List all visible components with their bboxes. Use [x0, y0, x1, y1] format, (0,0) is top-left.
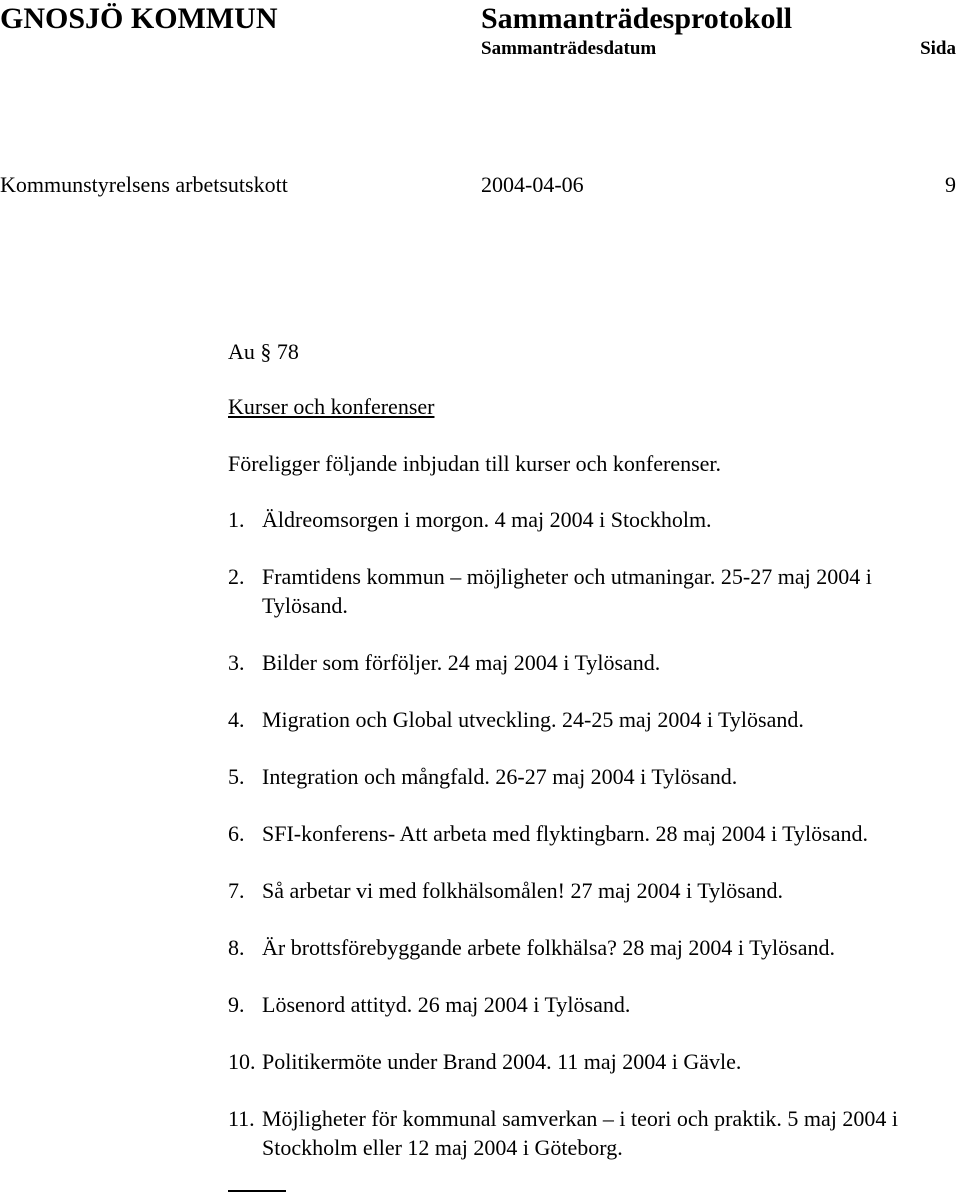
list-item-number: 8. — [228, 935, 245, 960]
footer-divider — [228, 1190, 286, 1192]
list-item-text: Politikermöte under Brand 2004. 11 maj 2004 i Gävle. — [262, 1049, 742, 1074]
list-item — [228, 562, 958, 620]
list-item — [228, 1047, 958, 1076]
list-item — [228, 705, 958, 734]
list-item — [228, 990, 958, 1019]
list-item-number: 11. — [228, 1106, 255, 1131]
list-item-text: Så arbetar vi med folkhälsomålen! 27 maj 2004 i Tylösand. — [262, 878, 784, 903]
list-item-text: Bilder som förföljer. 24 maj 2004 i Tylösand. — [262, 650, 661, 675]
list-item-number: 4. — [228, 707, 245, 732]
list-item-text: Möjligheter för kommunal samverkan – i teori och praktik. 5 maj 2004 i Stockholm eller 12 maj 2004 i Göteborg. — [262, 1106, 899, 1160]
list-item-text: Migration och Global utveckling. 24-25 maj 2004 i Tylösand. — [262, 707, 804, 732]
list-item-text: SFI-konferens- Att arbeta med flyktingbarn. 28 maj 2004 i Tylösand. — [262, 821, 868, 846]
meeting-date: 2004-04-06 — [481, 172, 584, 197]
course-list — [228, 505, 958, 1190]
list-item-text: Lösenord attityd. 26 maj 2004 i Tylösand. — [262, 992, 631, 1017]
section-title: Kurser och konferenser — [228, 394, 435, 419]
list-item-text: Äldreomsorgen i morgon. 4 maj 2004 i Stockholm. — [262, 507, 712, 532]
meeting-body: Kommunstyrelsens arbetsutskott — [0, 172, 288, 197]
page-number: 9 — [945, 172, 956, 197]
document-type: Sammanträdesprotokoll — [481, 2, 793, 35]
date-label: Sammanträdesdatum — [481, 38, 657, 59]
list-item — [228, 876, 958, 905]
list-item-number: 10. — [228, 1049, 256, 1074]
list-item — [228, 648, 958, 677]
list-item-number: 3. — [228, 650, 245, 675]
list-item-text: Framtidens kommun – möjligheter och utmaningar. 25-27 maj 2004 i Tylösand. — [262, 564, 872, 618]
section-intro: Föreligger följande inbjudan till kurser och konferenser. — [228, 451, 722, 476]
list-item-number: 6. — [228, 821, 245, 846]
page-label: Sida — [920, 38, 956, 59]
list-item-text: Integration och mångfald. 26-27 maj 2004 i Tylösand. — [262, 764, 738, 789]
list-item — [228, 762, 958, 791]
list-item-number: 2. — [228, 564, 245, 589]
list-item — [228, 819, 958, 848]
municipality-name: GNOSJÖ KOMMUN — [0, 2, 278, 35]
list-item — [228, 933, 958, 962]
list-item-text: Är brottsförebyggande arbete folkhälsa? 28 maj 2004 i Tylösand. — [262, 935, 835, 960]
list-item-number: 5. — [228, 764, 245, 789]
section-number: Au § 78 — [228, 339, 299, 364]
list-item — [228, 1104, 958, 1162]
list-item-number: 1. — [228, 507, 245, 532]
list-item — [228, 505, 958, 534]
list-item-number: 9. — [228, 992, 245, 1017]
list-item-number: 7. — [228, 878, 245, 903]
